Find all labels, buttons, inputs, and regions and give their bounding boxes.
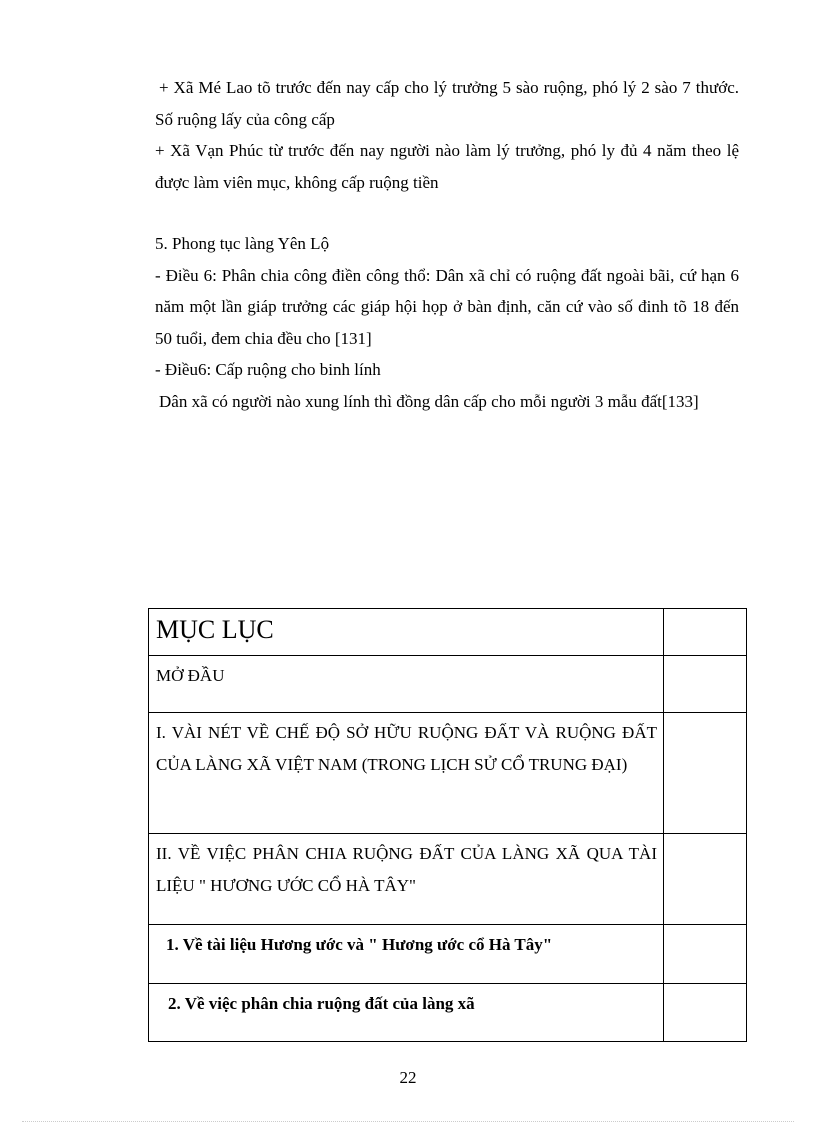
toc-row xyxy=(149,925,747,984)
section-heading-yen-lo: 5. Phong tục làng Yên Lộ xyxy=(155,234,330,253)
body-text xyxy=(155,72,739,417)
toc-entry-part-2: II. VỀ VIỆC PHÂN CHIA RUỘNG ĐẤT CỦA LÀNG XÃ QUA TÀI LIỆU " HƯƠNG ƯỚC CỔ HÀ TÂY" xyxy=(156,844,657,895)
toc-page-cell xyxy=(664,834,747,925)
paragraph-article-6-soldiers: - Điều6: Cấp ruộng cho binh lính xyxy=(155,360,381,379)
toc-page-cell xyxy=(664,925,747,984)
table-of-contents xyxy=(148,608,747,1042)
toc-entry-cell xyxy=(149,713,664,834)
paragraph-van-phuc: + Xã Vạn Phúc từ trước đến nay người nào làm lý trưởng, phó ly đủ 4 năm theo lệ được làm viên mục, không cấp ruộng tiền xyxy=(155,141,739,192)
toc-title: MỤC LỤC xyxy=(156,615,274,644)
toc-entry-section-1: 1. Về tài liệu Hương ước và " Hương ước cổ Hà Tây" xyxy=(166,935,553,954)
toc-page-cell xyxy=(664,713,747,834)
toc-row-title xyxy=(149,609,747,656)
toc-entry-section-2: 2. Về việc phân chia ruộng đất của làng xã xyxy=(168,994,475,1013)
page-number: 22 xyxy=(399,1068,417,1087)
toc-entry-cell xyxy=(149,984,664,1042)
page-bottom-divider xyxy=(22,1121,794,1122)
toc-entry-part-1: I. VÀI NÉT VỀ CHẾ ĐỘ SỞ HỮU RUỘNG ĐẤT VÀ RUỘNG ĐẤT CỦA LÀNG XÃ VIỆT NAM (TRONG LỊCH SỬ CỔ TRUNG ĐẠI) xyxy=(156,723,657,774)
toc-row xyxy=(149,713,747,834)
toc-entry-cell xyxy=(149,925,664,984)
paragraph-me-lao: + Xã Mé Lao tõ trước đến nay cấp cho lý trưởng 5 sào ruộng, phó lý 2 sào 7 thước. Số ruộng lấy của công cấp xyxy=(155,78,739,129)
toc-row xyxy=(149,834,747,925)
toc-entry-cell xyxy=(149,834,664,925)
toc-page-cell xyxy=(664,984,747,1042)
toc-row xyxy=(149,984,747,1042)
paragraph-article-6: - Điều 6: Phân chia công điền công thổ: Dân xã chỉ có ruộng đất ngoài bãi, cứ hạn 6 năm một lần giáp trưởng các giáp hội họp ở bàn định, căn cứ vào số đinh tõ 18 đến 50 tuổi, đem chia đều cho [131] xyxy=(155,265,739,348)
toc-entry-cell xyxy=(149,656,664,713)
toc-page-cell xyxy=(664,609,747,656)
toc-page-cell xyxy=(664,656,747,713)
toc-title-cell xyxy=(149,609,664,656)
toc-row xyxy=(149,656,747,713)
toc-entry-mo-dau: MỞ ĐẦU xyxy=(156,666,225,685)
paragraph-soldier-land: Dân xã có người nào xung lính thì đồng dân cấp cho mỗi người 3 mẫu đất[133] xyxy=(159,391,699,411)
